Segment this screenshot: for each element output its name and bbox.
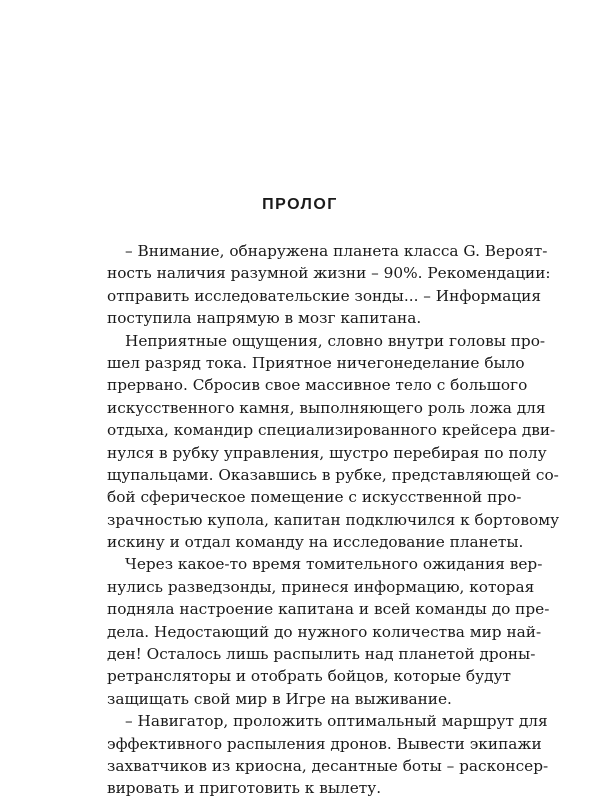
text-line: зрачностью купола, капитан подключился к бортовому bbox=[107, 510, 560, 529]
text-line: нулся в рубку управления, шустро перебирая по полу bbox=[107, 443, 547, 462]
text-line: Неприятные ощущения, словно внутри головы про- bbox=[125, 331, 546, 350]
text-line: подняла настроение капитана и всей команды до пре- bbox=[107, 600, 550, 619]
paragraph-2 bbox=[107, 330, 560, 554]
text-line: бой сферическое помещение с искусственной про- bbox=[107, 488, 522, 507]
text-line: ден! Осталось лишь распылить над планетой дроны- bbox=[107, 645, 536, 664]
text-line: нулись разведзонды, принеся информацию, которая bbox=[107, 577, 535, 596]
text-line: ретрансляторы и отобрать бойцов, которые будут bbox=[107, 667, 511, 686]
text-line: поступила напрямую в мозг капитана. bbox=[107, 309, 422, 328]
text-line: дела. Недостающий до нужного количества мир най- bbox=[107, 622, 542, 641]
body-text bbox=[107, 240, 560, 800]
chapter-title: ПРОЛОГ bbox=[262, 196, 338, 213]
text-line: прервано. Сбросив свое массивное тело с большого bbox=[107, 376, 528, 395]
text-line: захватчиков из криосна, десантные боты – расконсер- bbox=[107, 756, 549, 775]
text-line: шел разряд тока. Приятное ничегонеделание было bbox=[107, 353, 525, 372]
text-line: щупальцами. Оказавшись в рубке, представляющей со- bbox=[107, 465, 559, 484]
text-line: вировать и приготовить к вылету. bbox=[107, 779, 382, 798]
paragraph-1 bbox=[107, 240, 551, 330]
text-line: защищать свой мир в Игре на выживание. bbox=[107, 689, 452, 708]
text-line: отдыха, командир специализированного крейсера дви- bbox=[107, 421, 556, 440]
text-line: – Навигатор, проложить оптимальный маршрут для bbox=[125, 712, 548, 731]
text-line: искусственного камня, выполняющего роль ложа для bbox=[107, 398, 546, 417]
text-line: Через какое-то время томительного ожидания вер- bbox=[125, 555, 543, 574]
text-line: отправить исследовательские зонды... – Информация bbox=[107, 286, 542, 305]
text-line: эффективного распыления дронов. Вывести экипажи bbox=[107, 734, 542, 753]
paragraph-3 bbox=[107, 553, 550, 710]
paragraph-4 bbox=[107, 710, 549, 800]
text-line: ность наличия разумной жизни – 90%. Рекомендации: bbox=[107, 264, 551, 283]
text-line: – Внимание, обнаружена планета класса G. Вероят- bbox=[125, 242, 548, 260]
text-line: искину и отдал команду на исследование планеты. bbox=[107, 533, 524, 552]
